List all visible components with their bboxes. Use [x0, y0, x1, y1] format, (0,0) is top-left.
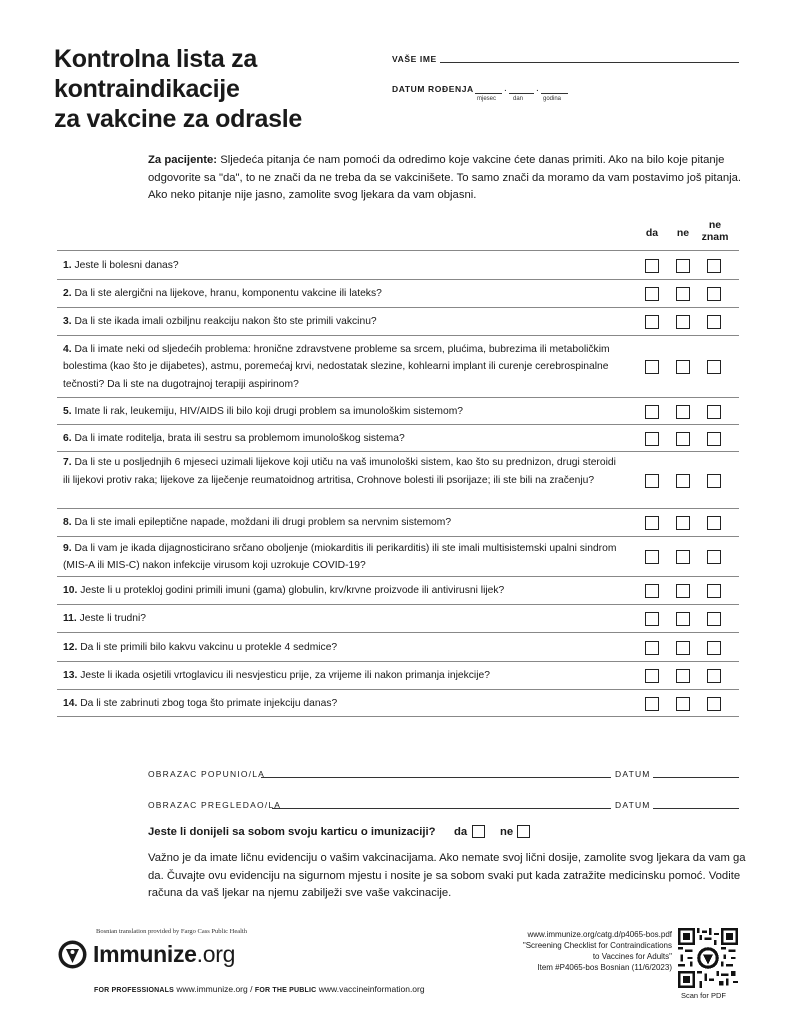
question-label: Jeste li u protekloj godini primili imuni (gama) globulin, krv/krvne proizvode ili antivirusni lijek?	[80, 585, 505, 597]
question-text	[63, 313, 623, 331]
dob-day-hint: dan	[513, 96, 524, 102]
answer-no-checkbox[interactable]	[676, 360, 690, 374]
intro-paragraph	[148, 152, 758, 205]
question-label: Da li ste u posljednjih 6 mjeseci uzimali lijekove koji utiču na vaš imunološki sistem, kao što su prednizon, drugi steroidi ili lijekovi protiv raka; lijekove za liječenje reumatoidnog artritisa, Crohnove bolesti ili psorijaze; ili ste bili na zračenju?	[63, 457, 616, 486]
doc-item-number: Item #P4065-bos Bosnian (11/6/2023)	[537, 963, 672, 972]
question-label: Imate li rak, leukemiju, HIV/AIDS ili bilo koji drugi problem sa imunološkim sistemom?	[74, 405, 464, 417]
answer-no-checkbox[interactable]	[676, 641, 690, 655]
question-label: Jeste li trudni?	[79, 613, 147, 625]
answer-unknown-checkbox[interactable]	[707, 697, 721, 711]
question-row	[57, 661, 739, 689]
public-label: FOR THE PUBLIC	[254, 987, 317, 994]
question-row	[57, 576, 739, 604]
prof-link[interactable]: www.immunize.org	[176, 984, 248, 994]
date-label: DATUM	[615, 800, 651, 810]
question-row	[57, 508, 739, 536]
syringe-shield-icon	[57, 939, 88, 970]
answer-unknown-checkbox[interactable]	[707, 641, 721, 655]
answer-unknown-checkbox[interactable]	[707, 405, 721, 419]
column-unknown	[698, 219, 732, 243]
answer-yes-checkbox[interactable]	[645, 405, 659, 419]
document-info	[523, 929, 672, 973]
question-text	[63, 514, 623, 532]
link-separator: /	[250, 984, 253, 994]
question-row	[57, 604, 739, 632]
answer-yes-checkbox[interactable]	[645, 612, 659, 626]
answer-no-checkbox[interactable]	[676, 550, 690, 564]
dob-year-field[interactable]	[541, 93, 568, 94]
card-yes-checkbox[interactable]	[472, 825, 485, 838]
question-text	[63, 454, 623, 489]
answer-unknown-checkbox[interactable]	[707, 612, 721, 626]
reviewed-by-field[interactable]	[272, 808, 611, 809]
question-text	[63, 639, 623, 657]
answer-yes-checkbox[interactable]	[645, 315, 659, 329]
card-no-label: ne	[500, 826, 514, 838]
logo-text	[93, 941, 235, 968]
question-number: 6.	[63, 432, 72, 444]
answer-no-checkbox[interactable]	[676, 432, 690, 446]
question-row	[57, 279, 739, 307]
question-text	[63, 667, 623, 685]
doc-title-line: to Vaccines for Adults"	[592, 952, 672, 961]
closing-paragraph: Važno je da imate ličnu evidenciju o vašim vakcinacijama. Ako nemate svoj lični dosije, zamolite svog ljekara da vam ga da. Čuvajte ovu evidenciju na sigurnom mjestu i nosite je sa sobom svaki put kada zatražite medicinsku pomoć. Vodite računa da vaš ljekar na njemu zabilježi sve vaše vakcinacije.	[148, 852, 746, 899]
question-number: 14.	[63, 697, 78, 709]
answer-unknown-checkbox[interactable]	[707, 360, 721, 374]
question-row	[57, 397, 739, 424]
completed-by-label: OBRAZAC POPUNIO/LA	[148, 769, 266, 779]
question-text	[63, 582, 623, 600]
question-number: 13.	[63, 670, 78, 682]
reviewed-by-label: OBRAZAC PREGLEDAO/LA	[148, 800, 282, 810]
question-number: 2.	[63, 288, 72, 300]
column-yes: da	[645, 227, 659, 239]
question-text	[63, 540, 623, 575]
answer-no-checkbox[interactable]	[676, 405, 690, 419]
question-label: Da li ste ikada imali ozbiljnu reakciju nakon što ste primili vakcinu?	[74, 316, 377, 328]
question-label: Da li imate neki od sljedećih problema: hronične zdravstvene probleme sa srcem, plućima, bubrezima ili metaboličkim bolestima (kao što je dijabetes), astmu, poremećaj krvi, nedostatak slezine, kohlearni implant ili curenje cerebrospinalne tečnosti? Da li ste na dugotrajnoj terapiji aspirinom?	[63, 343, 610, 390]
title-line: kontraindikacije	[54, 75, 240, 103]
column-unknown-line: znam	[701, 231, 729, 243]
title-line: za vakcine za odrasle	[54, 105, 303, 133]
dob-year-hint: godina	[543, 96, 562, 102]
question-row	[57, 451, 739, 508]
answer-no-checkbox[interactable]	[676, 287, 690, 301]
answer-no-checkbox[interactable]	[676, 669, 690, 683]
answer-yes-checkbox[interactable]	[645, 641, 659, 655]
answer-yes-checkbox[interactable]	[645, 474, 659, 488]
doc-title-line: "Screening Checklist for Contraindications	[522, 941, 672, 950]
card-yes-label: da	[454, 826, 468, 838]
question-label: Da li ste alergični na lijekove, hranu, komponentu vakcine ili lateks?	[74, 288, 382, 300]
answer-no-checkbox[interactable]	[676, 516, 690, 530]
logo-main: Immunize	[93, 940, 197, 967]
dob-separator: .	[536, 83, 539, 94]
question-label: Da li ste primili bilo kakvu vakcinu u protekle 4 sedmice?	[80, 641, 338, 653]
translation-credit: Bosnian translation provided by Fargo Cass Public Health	[96, 928, 247, 935]
answer-unknown-checkbox[interactable]	[707, 474, 721, 488]
question-text	[63, 341, 623, 394]
answer-yes-checkbox[interactable]	[645, 550, 659, 564]
card-question: Jeste li donijeli sa sobom svoju karticu o imunizaciji?	[148, 826, 436, 838]
doc-url[interactable]: www.immunize.org/catg.d/p4065-bos.pdf	[527, 930, 672, 939]
dob-day-field[interactable]	[509, 93, 534, 94]
intro-lead: Za pacijente:	[148, 154, 218, 166]
question-label: Jeste li bolesni danas?	[74, 259, 179, 271]
answer-yes-checkbox[interactable]	[645, 432, 659, 446]
question-number: 12.	[63, 641, 78, 653]
immunize-logo	[57, 937, 235, 971]
card-no-checkbox[interactable]	[517, 825, 530, 838]
question-label: Jeste li ikada osjetili vrtoglavicu ili nesvjesticu prije, za vrijeme ili nakon primanja injekcije?	[80, 670, 490, 682]
question-label: Da li ste imali epileptične napade, moždani ili drugi problem sa nervnim sistemom?	[74, 517, 452, 529]
answer-unknown-checkbox[interactable]	[707, 432, 721, 446]
answer-no-checkbox[interactable]	[676, 474, 690, 488]
question-label: Da li vam je ikada dijagnosticirano srčano oboljenje (miokarditis ili perikarditis) ili ste imali multisistemski upalni sindrom (MIS-A ili MIS-C) nakon infekcije virusom koji uzrokuje COVID-19?	[63, 542, 617, 571]
question-text	[63, 695, 623, 713]
question-number: 1.	[63, 259, 72, 271]
answer-unknown-checkbox[interactable]	[707, 516, 721, 530]
question-row	[57, 424, 739, 451]
reviewed-date-field[interactable]	[653, 808, 739, 809]
dob-month-field[interactable]	[475, 93, 502, 94]
question-number: 10.	[63, 585, 78, 597]
page-title	[54, 44, 354, 134]
answer-yes-checkbox[interactable]	[645, 259, 659, 273]
question-number: 3.	[63, 316, 72, 328]
scan-caption: Scan for PDF	[681, 991, 727, 1000]
table-bottom-border	[57, 716, 739, 717]
question-number: 7.	[63, 457, 72, 469]
question-text	[63, 430, 623, 448]
answer-yes-checkbox[interactable]	[645, 360, 659, 374]
question-label: Da li ste zabrinuti zbog toga što primate injekciju danas?	[80, 697, 338, 709]
column-no: ne	[676, 227, 690, 239]
answer-unknown-checkbox[interactable]	[707, 550, 721, 564]
date-label: DATUM	[615, 769, 651, 779]
answer-yes-checkbox[interactable]	[645, 287, 659, 301]
answer-no-checkbox[interactable]	[676, 697, 690, 711]
logo-suffix: .org	[196, 940, 236, 967]
answer-unknown-checkbox[interactable]	[707, 287, 721, 301]
answer-yes-checkbox[interactable]	[645, 584, 659, 598]
question-number: 5.	[63, 405, 72, 417]
qr-code-icon[interactable]	[678, 928, 738, 988]
answer-no-checkbox[interactable]	[676, 259, 690, 273]
public-link[interactable]: www.vaccineinformation.org	[318, 984, 425, 994]
question-row	[57, 689, 739, 716]
answer-unknown-checkbox[interactable]	[707, 669, 721, 683]
question-text	[63, 257, 623, 275]
answer-no-checkbox[interactable]	[676, 612, 690, 626]
answer-yes-checkbox[interactable]	[645, 669, 659, 683]
question-row	[57, 307, 739, 335]
footer-links	[94, 984, 425, 994]
question-text	[63, 285, 623, 303]
intro-text: Sljedeća pitanja će nam pomoći da odredimo koje vakcine ćete danas primiti. Ako na bilo koje pitanje odgovorite sa "da", to ne znači da ne treba da se vakcinišete. To samo znači da moramo da vam postavimo još pitanja. Ako neko pitanje nije jasno, zamolite svog ljekara da vam objasni.	[148, 154, 742, 201]
dob-label: DATUM ROĐENJA	[392, 84, 474, 94]
column-unknown-line: ne	[708, 219, 722, 231]
question-number: 8.	[63, 517, 72, 529]
name-field[interactable]	[440, 62, 739, 63]
answer-unknown-checkbox[interactable]	[707, 315, 721, 329]
answer-no-checkbox[interactable]	[676, 315, 690, 329]
answer-unknown-checkbox[interactable]	[707, 259, 721, 273]
answer-yes-checkbox[interactable]	[645, 697, 659, 711]
answer-no-checkbox[interactable]	[676, 584, 690, 598]
prof-label: FOR PROFESSIONALS	[94, 987, 175, 994]
title-line: Kontrolna lista za	[54, 45, 257, 73]
question-text	[63, 403, 623, 421]
question-row	[57, 250, 739, 279]
answer-yes-checkbox[interactable]	[645, 516, 659, 530]
dob-month-hint: mjesec	[477, 96, 497, 102]
answer-unknown-checkbox[interactable]	[707, 584, 721, 598]
question-label: Da li imate roditelja, brata ili sestru sa problemom imunološkog sistema?	[74, 432, 405, 444]
question-row	[57, 632, 739, 661]
dob-separator: .	[504, 83, 507, 94]
question-row	[57, 536, 739, 576]
question-number: 4.	[63, 343, 72, 355]
question-text	[63, 610, 623, 628]
completed-date-field[interactable]	[653, 777, 739, 778]
question-number: 9.	[63, 542, 72, 554]
question-number: 11.	[63, 613, 77, 625]
question-row	[57, 335, 739, 397]
completed-by-field[interactable]	[261, 777, 611, 778]
name-label: VAŠE IME	[392, 54, 437, 64]
